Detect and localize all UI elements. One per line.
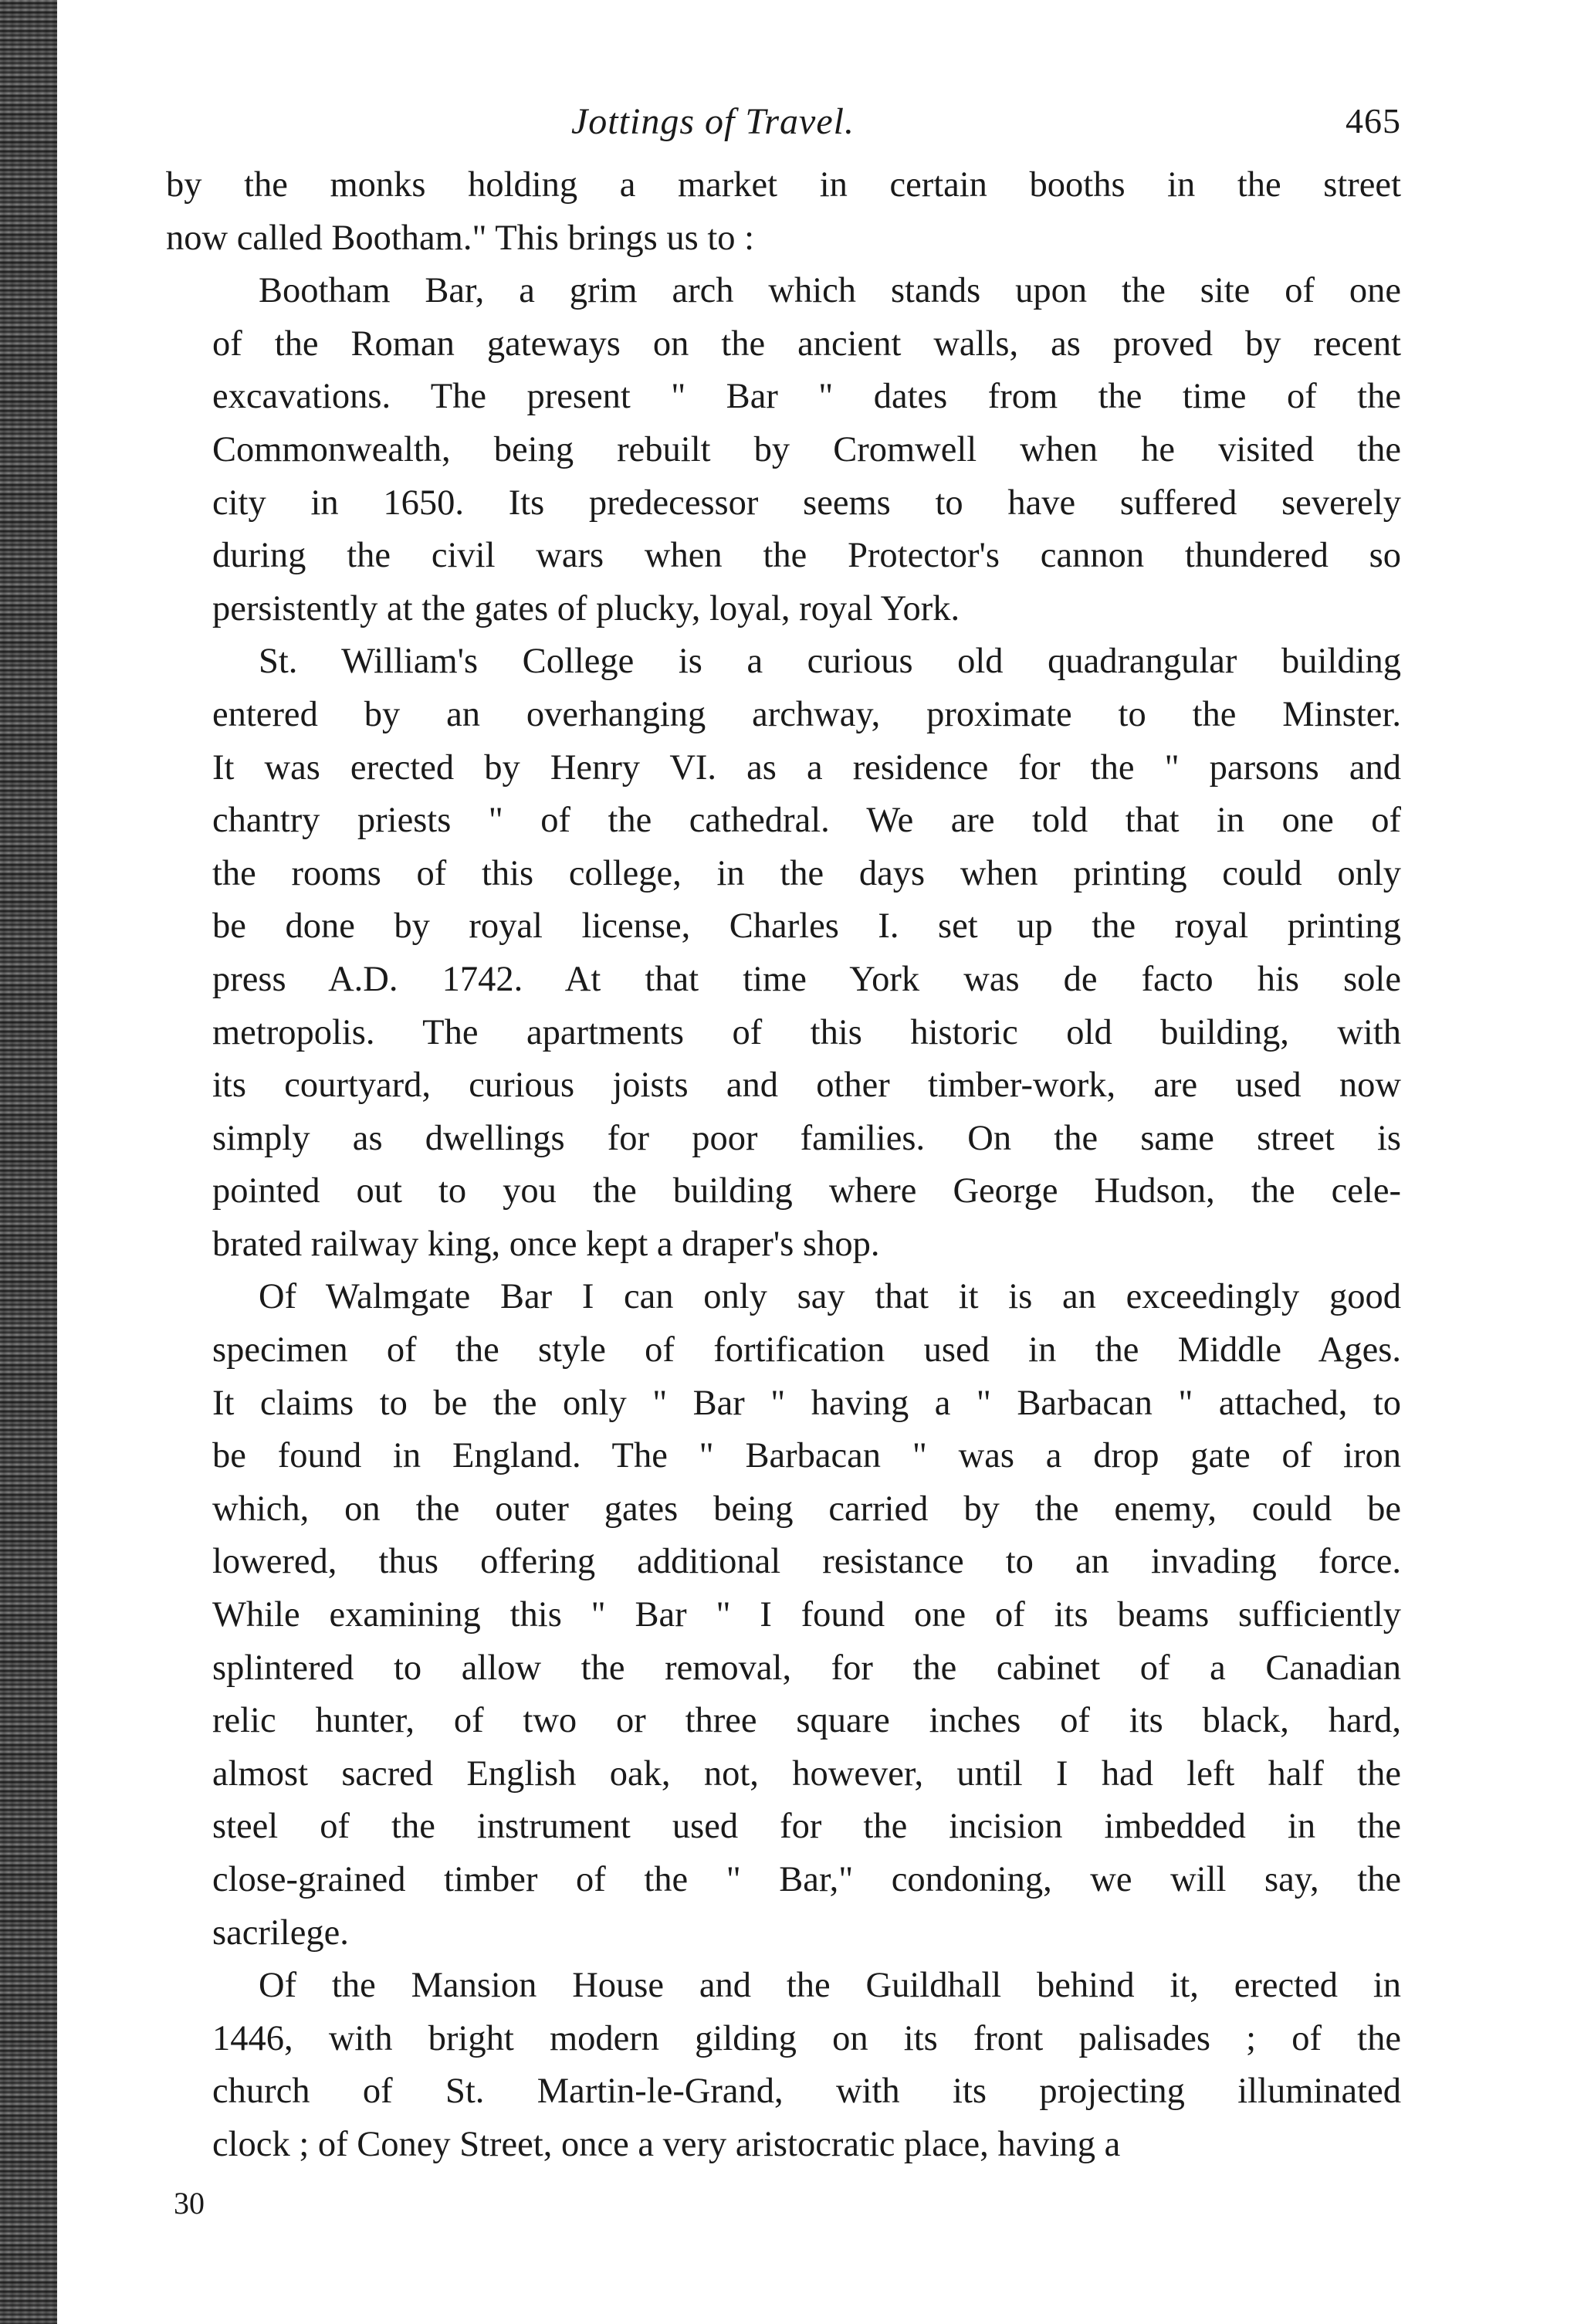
text-line: be found in England. The " Barbacan " was a drop gate of iron xyxy=(212,1436,1401,1476)
text-line: pointed out to you the building where George Hudson, the cele- xyxy=(212,1171,1401,1211)
text-line: of the Roman gateways on the ancient walls, as proved by recent xyxy=(212,324,1401,364)
text-line: It claims to be the only " Bar " having a " Barbacan " attached, to xyxy=(212,1383,1401,1423)
running-title: Jottings of Travel. xyxy=(571,101,855,142)
text-line: lowered, thus offering additional resistance to an invading force. xyxy=(212,1542,1401,1582)
running-head xyxy=(166,100,1401,154)
text-line: 1446, with bright modern gilding on its front palisades ; of the xyxy=(212,2018,1401,2058)
paragraph xyxy=(166,1960,1401,2171)
text-line: steel of the instrument used for the incision imbedded in the xyxy=(212,1807,1401,1847)
book-binding-edge xyxy=(0,0,57,2324)
text-line: excavations. The present " Bar " dates from the time of the xyxy=(212,377,1401,417)
text-line: its courtyard, curious joists and other timber-work, are used now xyxy=(212,1065,1401,1106)
text-line: persistently at the gates of plucky, loyal, royal York. xyxy=(212,588,960,628)
text-line: almost sacred English oak, not, however, until I had left half the xyxy=(212,1753,1401,1794)
paragraph xyxy=(166,265,1401,635)
page-number: 465 xyxy=(1346,101,1401,141)
text-line: press A.D. 1742. At that time York was de facto his sole xyxy=(212,959,1401,999)
text-line: by the monks holding a market in certain booths in the street xyxy=(166,165,1401,205)
paragraph xyxy=(166,1271,1401,1960)
signature-mark: 30 xyxy=(174,2186,205,2221)
text-line: metropolis. The apartments of this historic old building, with xyxy=(212,1012,1401,1052)
text-line: Bootham Bar, a grim arch which stands upon the site of one xyxy=(259,271,1401,311)
text-line: now called Bootham." This brings us to : xyxy=(166,218,755,258)
text-line: entered by an overhanging archway, proximate to the Minster. xyxy=(212,694,1401,734)
text-line: St. William's College is a curious old quadrangular building xyxy=(259,642,1401,682)
text-line: Of Walmgate Bar I can only say that it is an exceedingly good xyxy=(259,1277,1401,1317)
text-line: close-grained timber of the " Bar," condoning, we will say, the xyxy=(212,1860,1401,1899)
text-line: be done by royal license, Charles I. set up the royal printing xyxy=(212,906,1401,947)
text-line: which, on the outer gates being carried by the enemy, could be xyxy=(212,1489,1401,1529)
book-page xyxy=(166,100,1401,2172)
text-line: Commonwealth, being rebuilt by Cromwell when he visited the xyxy=(212,429,1401,469)
text-line: sacrilege. xyxy=(212,1912,349,1953)
text-line: city in 1650. Its predecessor seems to have suffered severely xyxy=(212,483,1401,523)
text-line: church of St. Martin-le-Grand, with its projecting illuminated xyxy=(212,2072,1401,2112)
text-line: specimen of the style of fortification used in the Middle Ages. xyxy=(212,1330,1401,1370)
text-line: splintered to allow the removal, for the cabinet of a Canadian xyxy=(212,1648,1401,1688)
text-line: chantry priests " of the cathedral. We are told that in one of xyxy=(212,801,1401,841)
text-line: Of the Mansion House and the Guildhall behind it, erected in xyxy=(259,1966,1401,2006)
text-line: relic hunter, of two or three square inches of its black, hard, xyxy=(212,1701,1401,1741)
text-line: the rooms of this college, in the days when printing could only xyxy=(212,853,1401,893)
paragraph xyxy=(166,159,1401,265)
body-text xyxy=(166,159,1401,2172)
text-line: during the civil wars when the Protector's cannon thundered so xyxy=(212,536,1401,576)
paragraph xyxy=(166,635,1401,1271)
text-line: brated railway king, once kept a draper's shop. xyxy=(212,1224,880,1264)
text-line: simply as dwellings for poor families. On the same street is xyxy=(212,1118,1401,1158)
text-line: It was erected by Henry VI. as a residence for the " parsons and xyxy=(212,747,1401,788)
text-line: While examining this " Bar " I found one of its beams sufficiently xyxy=(212,1595,1401,1635)
text-line: clock ; of Coney Street, once a very aristocratic place, having a xyxy=(212,2124,1121,2164)
